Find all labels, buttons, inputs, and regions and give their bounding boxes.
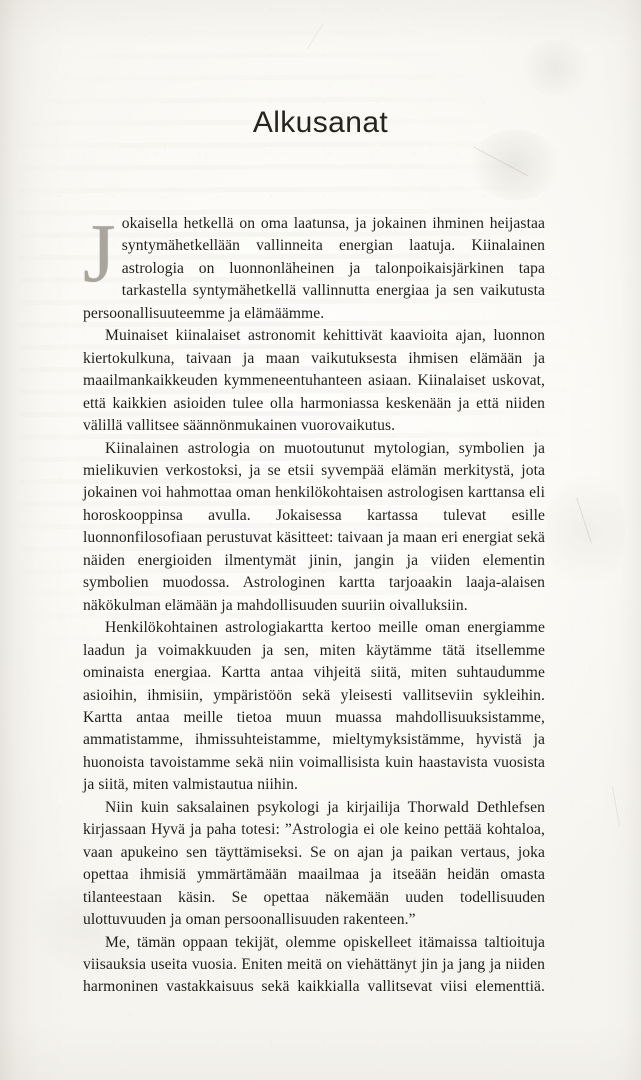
paragraph-4-text: Henkilökohtainen astrologiakartta kertoo meille oman energiamme laadun ja voimakkuuden ja sen, miten käytämme tätä itsellemme ominaista energiaa. Kartta antaa vihjeitä siitä, miten suhtaudumme asioihin, ihmisiin, ympäristöön sekä yleisesti vallitseviin sykleihin. Kartta antaa meille tietoa muun muassa mahdollisuuksistamme, ammatistamme, ihmissuhteistamme, mieltymyksistämme, hyvistä ja huonoista tavoistamme sekä niin voimallisista kuin haastavista vuosista ja siitä, miten valmistautua niihin. [83,619,545,794]
paragraph-1 [83,207,545,325]
body-text-block [83,207,545,999]
paragraph-5-text: Niin kuin saksalainen psykologi ja kirjailija Thorwald Dethlefsen kirjassaan Hyvä ja paha totesi: ”Astrologia ei ole keino pettää kohtaloa, vaan apukeino sen täyttämiseksi. Se on ajan ja paikan vertaus, joka opettaa ihmisiä ymmärtämään maailmaa ja itseään heidän omasta tilanteestaan käsin. Se opettaa näkemään uuden todellisuuden ulottuvuuden ja oman persoonallisuuden rakenteen.” [83,798,545,929]
paragraph-3 [83,438,545,618]
paragraph-2 [83,325,545,437]
paragraph-1-text: okaisella hetkellä on oma laatunsa, ja jokainen ihminen heijastaa syntymähetkellään vallinneita energian laatuja. Kiinalainen astrologia on luonnonläheinen ja talonpoikaisjärkinen tapa tarkastella syntymähetkellä vallinnutta energiaa ja sen vaikutusta persoonallisuuteemme ja elämäämme. [83,215,545,322]
paragraph-6-text: Me, tämän oppaan tekijät, olemme opiskelleet itämaissa taltioituja viisauksia useita vuosia. Eniten meitä on viehättänyt jin ja jang ja niiden harmoninen vastakkaisuus sekä kaikkialla vallitsevat viisi elementtiä. [83,933,545,996]
paragraph-2-text: Muinaiset kiinalaiset astronomit kehittivät kaavioita ajan, luonnon kiertokulkuna, taivaan ja maan vaikutuksesta ihmisen elämään ja maailmankaikkeuden kymmeneentuhanteen asiaan. Kiinalaiset uskovat, että kaikkien asioiden tulee olla harmoniassa keskenään ja että niiden välillä vallitsee säännönmukainen vuorovaikutus. [83,327,545,435]
drop-cap-letter: J [83,207,116,300]
page-title: Alkusanat [252,106,389,140]
paragraph-4 [83,617,545,797]
paragraph-6 [83,932,545,999]
paragraph-3-text: Kiinalainen astrologia on muotoutunut mytologian, symbolien ja mielikuvien verkostoksi, ja se etsii syvempää elämän merkitystä, jota jokainen voi hahmottaa oman henkilökohtaisen astrologisen karttansa eli horoskooppinsa avulla. Jokaisessa kartassa tulevat esille luonnonfilosofiaan perustuvat käsitteet: taivaan ja maan eri energiat sekä näiden energioiden ilmentymät jinin, jangin ja viiden elementin symbolien muodossa. Astrologinen kartta tarjoaakin laaja-alaisen näkökulman elämään ja mahdollisuuden suuriin oivalluksiin. [83,439,545,614]
paragraph-5 [83,797,545,932]
